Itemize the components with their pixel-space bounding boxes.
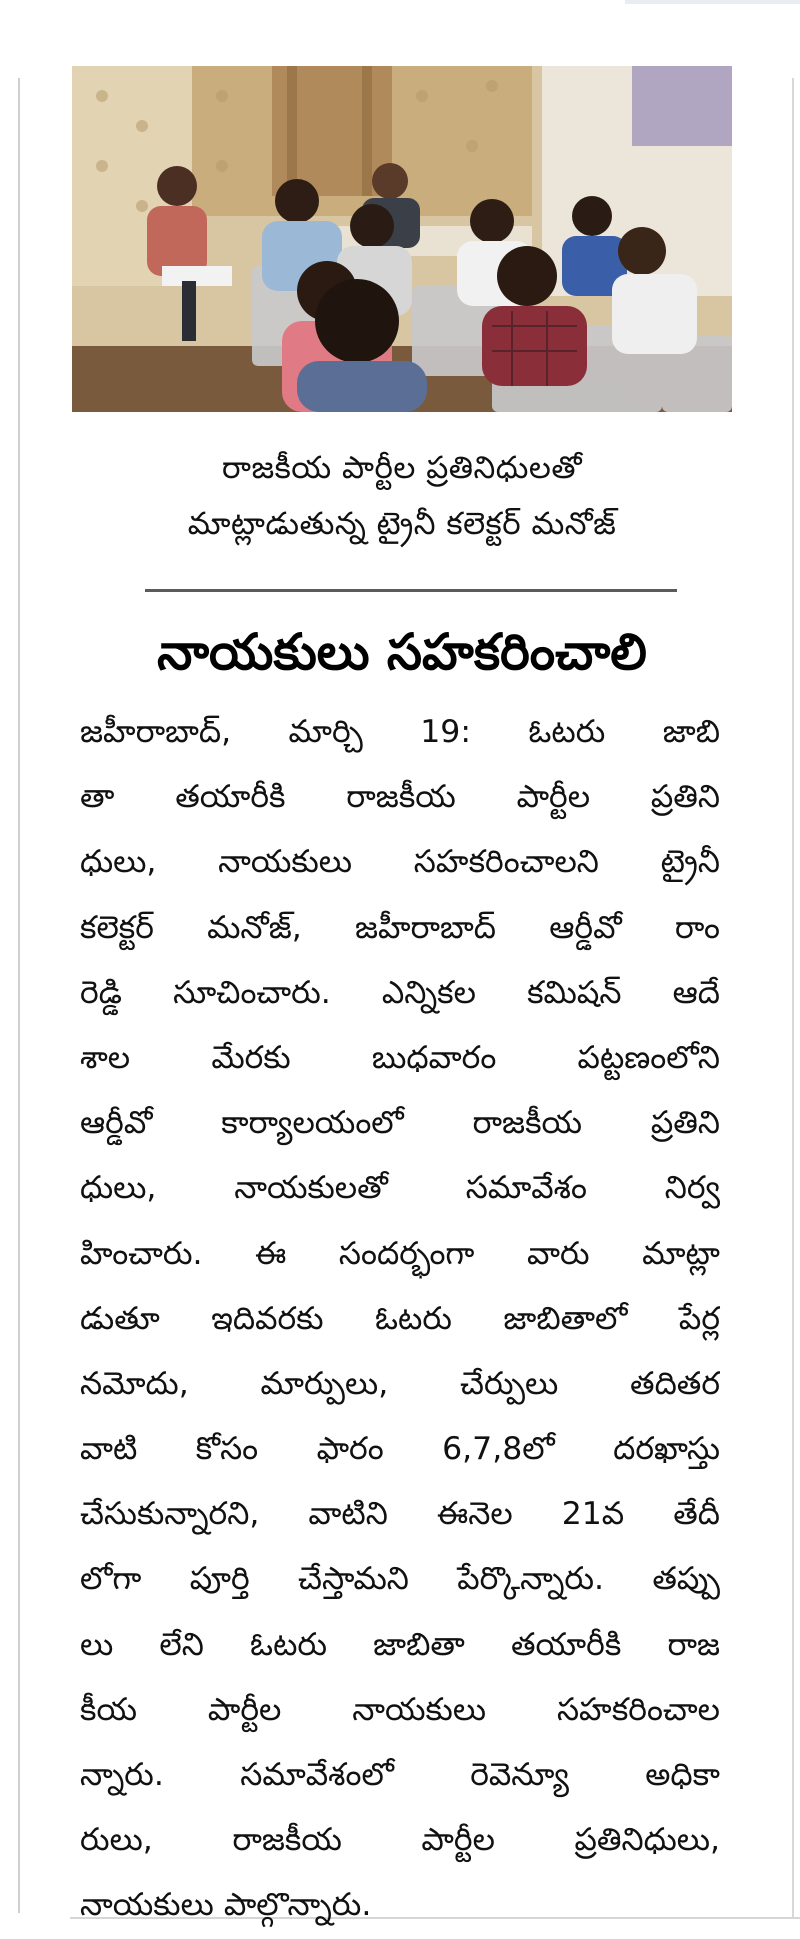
top-edge-rule (625, 0, 800, 4)
body-line: నమోదు, మార్పులు, చేర్పులు తదితర (80, 1365, 720, 1402)
caption-divider (145, 589, 677, 592)
article-body (80, 700, 720, 1939)
body-line: జహీరాబాద్, మార్చి 19: ఓటరు జాబి (80, 714, 720, 750)
article-headline: నాయకులు సహకరించాలి (157, 623, 647, 681)
body-line: శాల మేరకు బుధవారం పట్టణంలోని (80, 1039, 720, 1076)
body-line: న్నారు. సమావేశంలో రెవెన్యూ అధికా (80, 1757, 720, 1793)
news-photo (72, 66, 732, 412)
body-line: రెడ్డి సూచించారు. ఎన్నికల కమిషన్ ఆదే (80, 974, 720, 1011)
body-line: హించారు. ఈ సందర్భంగా వారు మాట్లా (80, 1235, 720, 1272)
body-line: రులు, రాజకీయ పార్టీల ప్రతినిధులు, (80, 1822, 720, 1859)
caption-line: మాట్లాడుతున్న ట్రైనీ కలెక్టర్ మనోజ్ (187, 506, 617, 542)
body-line: నాయకులు పాల్గొన్నారు. (80, 1887, 372, 1924)
left-column-rule (18, 78, 20, 1913)
body-line: లు లేని ఓటరు జాబితా తయారీకి రాజ (80, 1626, 720, 1663)
body-line: కీయ పార్టీల నాయకులు సహకరించాల (80, 1691, 720, 1728)
body-line: లోగా పూర్తి చేస్తామని పేర్కొన్నారు. తప్పు (80, 1561, 720, 1598)
body-line: తా తయారీకి రాజకీయ పార్టీల ప్రతిని (80, 779, 720, 816)
body-line: చేసుకున్నారని, వాటిని ఈనెల 21వ తేదీ (80, 1496, 720, 1533)
caption-line: రాజకీయ పార్టీల ప్రతినిధులతో (221, 450, 583, 486)
body-line: ధులు, నాయకులు సహకరించాలని ట్రైనీ (80, 844, 720, 881)
body-line: ధులు, నాయకులతో సమావేశం నిర్వ (80, 1170, 720, 1207)
right-column-rule (792, 78, 794, 1918)
body-line: కలెక్టర్ మనోజ్, జహీరాబాద్ ఆర్డీవో రాం (80, 909, 720, 946)
body-line: ఆర్డీవో కార్యాలయంలో రాజకీయ ప్రతిని (80, 1105, 720, 1142)
body-line: వాటి కోసం ఫారం 6,7,8లో దరఖాస్తు (80, 1431, 720, 1468)
body-line: డుతూ ఇదివరకు ఓటరు జాబితాలో పేర్ల (80, 1300, 720, 1337)
photo-caption (72, 440, 732, 552)
